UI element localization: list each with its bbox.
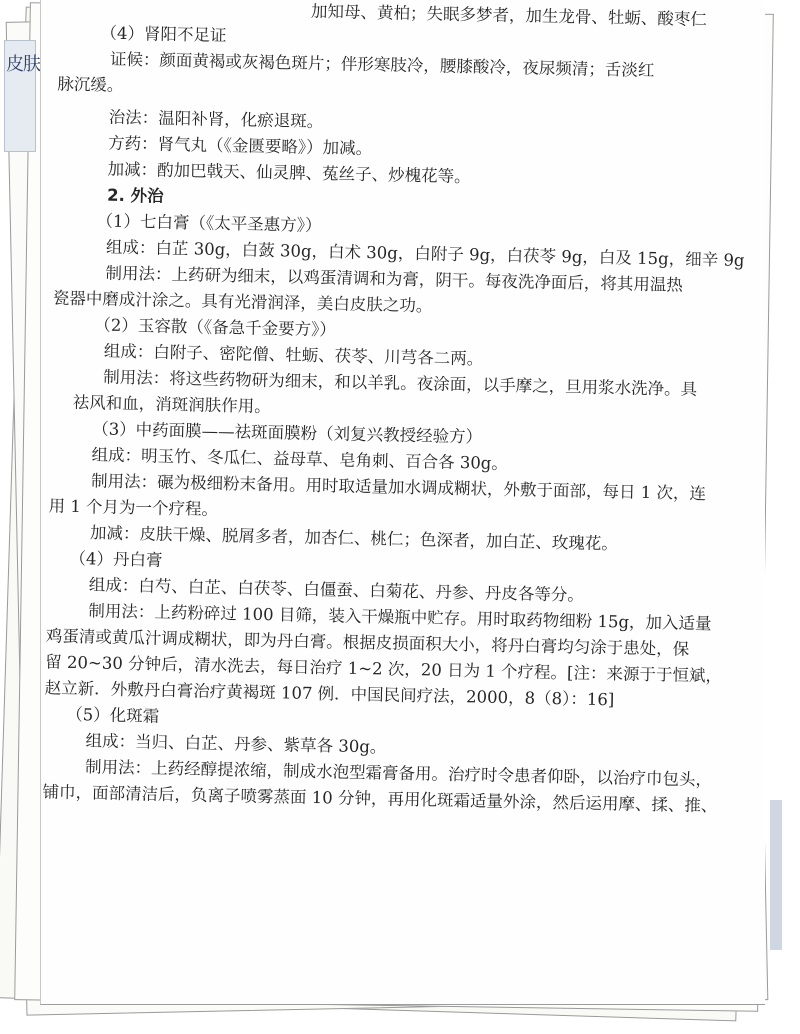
text-line: 脉沉缓。	[57, 74, 124, 95]
text-line: 制用法：上药研为细末，以鸡蛋清调和为膏，阴干。每夜洗净面后，将其用温热	[105, 263, 684, 295]
text-line: （2）玉容散（《备急千金要方》）	[94, 315, 337, 340]
text-line: （4）丹白膏	[69, 548, 163, 570]
text-line: 证候：颜面黄褐或灰褐色斑片；伴形寒肢冷，腰膝酸冷，夜尿频清；舌淡红	[109, 49, 655, 81]
text-line: 祛风和血，消斑润肤作用。	[72, 392, 271, 417]
text-line: 鸡蛋清或黄瓜汁调成糊状，即为丹白膏。根据皮损面积大小，将丹白膏均匀涂于患处，保	[45, 626, 690, 659]
text-line: 赵立新．外敷丹白膏治疗黄褐斑 107 例．中国民间疗法，2000，8（8）：16]	[44, 678, 615, 710]
text-line: 制用法：上药经醇提浓缩，制成水泡型霜膏备用。治疗时令患者仰卧，以治疗巾包头，	[84, 757, 713, 790]
section-heading: 2. 外治	[106, 185, 164, 206]
text-line: 用 1 个月为一个疗程。	[48, 496, 219, 519]
text-line: 铺巾，面部清洁后，负离子喷雾蒸面 10 分钟，再用化斑霜适量外涂，然后运用摩、揉、推、	[42, 782, 718, 816]
text-line: 制用法：将这些药物研为细末，和以羊乳。夜涂面，以手摩之，旦用浆水洗净。具	[103, 367, 698, 399]
document-page	[40, 0, 765, 1005]
text-line: 制用法：碾为极细粉末备用。用时取适量加水调成糊状，外敷于面部，每日 1 次，连	[90, 471, 707, 504]
text-line: 组成：白芍、白芷、白茯苓、白僵蚕、白菊花、丹参、丹皮各等分。	[88, 575, 585, 605]
text-line: 方药：肾气丸（《金匮要略》）加减。	[107, 133, 373, 159]
side-tab-text: 皮肤	[6, 54, 40, 75]
text-line: 制用法：上药粉碎过 100 目筛，装入干燥瓶中贮存。用时取药物细粉 15g，加入适量	[88, 601, 712, 634]
text-line: 组成：白附子、密陀僧、牡蛎、茯苓、川芎各二两。	[103, 341, 484, 369]
text-line: （5）化斑霜	[66, 704, 160, 726]
page-text	[42, 1, 765, 822]
text-line: 加知母、黄柏；失眠多梦者，加生龙骨、牡蛎、酸枣仁	[310, 1, 708, 30]
book-cover-edge	[770, 800, 782, 950]
text-line: 瓷器中磨成汁涂之。具有光滑润泽，美白皮肤之功。	[52, 288, 433, 316]
text-line: 加减：酌加巴戟天、仙灵脾、菟丝子、炒槐花等。	[107, 159, 471, 187]
text-line: 留 20~30 分钟后，清水洗去，每日治疗 1~2 次，20 日为 1 个疗程。[注：来源于于恒斌，	[45, 652, 723, 686]
text-line: （3）中药面膜——祛斑面膜粉（刘复兴教授经验方）	[91, 419, 483, 447]
text-line: 组成：当归、白芷、丹参、紫草各 30g。	[85, 731, 387, 757]
text-line: 治法：温阳补肾，化瘀退斑。	[108, 107, 324, 132]
text-line: （1）七白膏（《太平圣惠方》）	[96, 211, 322, 236]
text-line: 组成：明玉竹、冬瓜仁、益母草、皂角刺、百合各 30g。	[91, 445, 509, 474]
text-line: 组成：白芷 30g，白蔹 30g，白术 30g，白附子 9g，白茯苓 9g，白及 15g，细辛 9g	[105, 237, 745, 270]
text-line: 加减：皮肤干燥、脱屑多者，加杏仁、桃仁；色深者，加白芷、玫瑰花。	[89, 523, 619, 554]
text-line: （4）肾阳不足证	[100, 23, 227, 46]
